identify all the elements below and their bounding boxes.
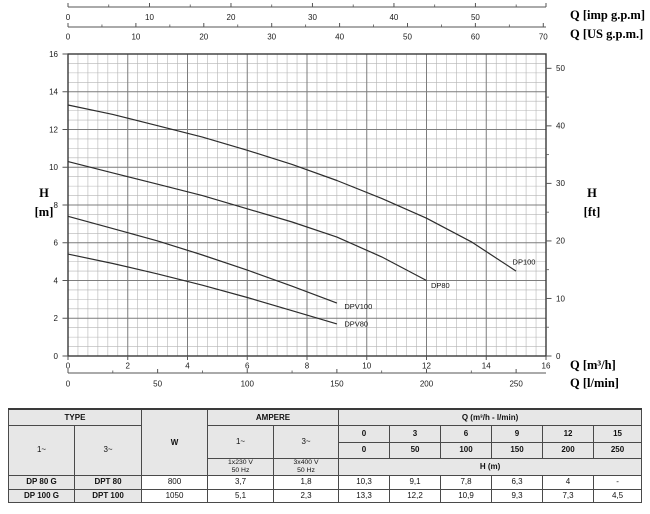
pump-name-cell: DP 80 G	[9, 475, 75, 489]
imp-tick-label: 0	[65, 13, 71, 22]
us-tick-label: 30	[267, 32, 277, 42]
head-value-cell: 13,3	[339, 489, 390, 502]
lmin-tick-label: 250	[509, 379, 523, 389]
pump-name-cell: DPT 80	[75, 475, 142, 489]
type-phase-1-header: 1~	[9, 425, 75, 475]
lmin-tick-label: 50	[153, 379, 163, 389]
lmin-tick-label: 150	[330, 379, 344, 389]
voltage-3ph-line2: 50 Hz	[297, 466, 315, 474]
ampere-value-cell: 3,7	[208, 475, 274, 489]
right-axis-title: H	[587, 186, 597, 200]
table-row	[9, 475, 642, 489]
left-tick-label: 14	[49, 87, 58, 97]
voltage-3ph-cell	[274, 458, 339, 475]
left-tick-label: 12	[49, 125, 58, 135]
curve-label-dp100: DP100	[512, 257, 536, 267]
watt-value-cell: 1050	[142, 489, 208, 502]
pump-name-cell: DPT 100	[75, 489, 142, 502]
q-m3h-tick-cell: 0	[339, 425, 390, 442]
us-tick-label: 50	[403, 32, 412, 42]
imp-tick-label: 20	[226, 13, 236, 22]
m3h-tick-label: 16	[541, 361, 551, 371]
m3h-axis-title: Q [m³/h]	[570, 358, 616, 372]
head-value-cell: 7,8	[441, 475, 492, 489]
left-tick-label: 8	[53, 200, 58, 210]
q-lmin-tick-cell: 150	[492, 442, 543, 458]
q-lmin-tick-cell: 50	[390, 442, 441, 458]
q-lmin-tick-cell: 250	[594, 442, 642, 458]
curve-label-dpv100: DPV100	[344, 301, 373, 311]
ampere-value-cell: 2,3	[274, 489, 339, 502]
right-tick-label: 40	[556, 121, 565, 131]
head-value-cell: 10,9	[441, 489, 492, 502]
watt-header: W	[142, 409, 208, 475]
ampere-header: AMPERE	[208, 409, 339, 425]
imp-axis-title: Q [imp g.p.m]	[570, 8, 645, 22]
q-m3h-tick-cell: 3	[390, 425, 441, 442]
head-value-cell: 4,5	[594, 489, 642, 502]
ampere-phase-1-header: 1~	[208, 425, 274, 458]
curve-dpv80	[68, 254, 337, 324]
lmin-tick-label: 200	[419, 379, 434, 389]
lmin-tick-label: 0	[65, 379, 71, 389]
us-tick-label: 60	[470, 32, 480, 42]
q-m3h-tick-cell: 12	[543, 425, 594, 442]
left-tick-label: 4	[53, 276, 58, 286]
imp-tick-label: 30	[308, 13, 317, 22]
head-value-cell: 9,1	[390, 475, 441, 489]
head-value-cell: -	[594, 475, 642, 489]
voltage-1ph-line2: 50 Hz	[231, 466, 250, 474]
m3h-tick-label: 12	[422, 361, 431, 371]
imp-tick-label: 10	[145, 13, 154, 22]
head-m-header: H (m)	[339, 458, 642, 475]
head-value-cell: 12,2	[390, 489, 441, 502]
type-header: TYPE	[9, 409, 142, 425]
q-lmin-tick-cell: 100	[441, 442, 492, 458]
head-value-cell: 7,3	[543, 489, 594, 502]
specs-table	[8, 408, 642, 503]
us-tick-label: 40	[335, 32, 345, 42]
left-tick-label: 2	[53, 314, 58, 324]
imp-tick-label: 50	[470, 13, 480, 22]
head-value-cell: 6,3	[492, 475, 543, 489]
ampere-value-cell: 5,1	[208, 489, 274, 502]
voltage-1ph-line1: 1x230 V	[228, 459, 253, 467]
imp-tick-label: 40	[389, 13, 399, 22]
left-axis-title: H	[39, 186, 49, 200]
watt-value-cell: 800	[142, 475, 208, 489]
right-tick-label: 30	[556, 179, 565, 189]
left-tick-label: 6	[53, 238, 58, 248]
head-value-cell: 10,3	[339, 475, 390, 489]
us-tick-label: 20	[199, 32, 209, 42]
right-tick-label: 0	[556, 351, 561, 361]
head-value-cell: 9,3	[492, 489, 543, 502]
left-axis-unit: [m]	[34, 205, 54, 219]
left-tick-label: 0	[53, 351, 58, 361]
right-axis-unit: [ft]	[583, 205, 601, 219]
lmin-tick-label: 100	[240, 379, 254, 389]
m3h-tick-label: 2	[125, 361, 130, 371]
voltage-3ph-line1: 3x400 V	[293, 459, 319, 467]
pump-name-cell: DP 100 G	[9, 489, 75, 502]
right-tick-label: 10	[556, 294, 565, 304]
m3h-tick-label: 14	[481, 361, 491, 371]
voltage-1ph-cell	[208, 458, 274, 475]
head-value-cell: 4	[543, 475, 594, 489]
q-m3h-tick-cell: 9	[492, 425, 543, 442]
m3h-tick-label: 10	[362, 361, 372, 371]
q-lmin-tick-cell: 0	[339, 442, 390, 458]
q-lmin-tick-cell: 200	[543, 442, 594, 458]
us-tick-label: 70	[538, 32, 548, 42]
curve-label-dp80: DP80	[430, 281, 450, 291]
ampere-value-cell: 1,8	[274, 475, 339, 489]
flow-header: Q (m³/h - l/min)	[339, 409, 642, 425]
m3h-tick-label: 0	[65, 361, 71, 371]
right-tick-label: 20	[556, 236, 565, 246]
right-tick-label: 50	[556, 64, 565, 74]
curve-label-dpv80: DPV80	[344, 319, 369, 329]
type-phase-3-header: 3~	[75, 425, 142, 475]
q-m3h-tick-cell: 6	[441, 425, 492, 442]
m3h-tick-label: 4	[185, 361, 190, 371]
us-axis-title: Q [US g.p.m.]	[570, 27, 644, 41]
m3h-tick-label: 8	[304, 361, 310, 371]
left-tick-label: 10	[49, 163, 58, 173]
ampere-phase-3-header: 3~	[274, 425, 339, 458]
q-m3h-tick-cell: 15	[594, 425, 642, 442]
us-tick-label: 0	[65, 32, 71, 42]
m3h-tick-label: 6	[245, 361, 250, 371]
table-row	[9, 489, 642, 502]
left-tick-label: 16	[49, 49, 58, 59]
us-tick-label: 10	[131, 32, 141, 42]
lmin-axis-title: Q [l/min]	[570, 376, 619, 390]
